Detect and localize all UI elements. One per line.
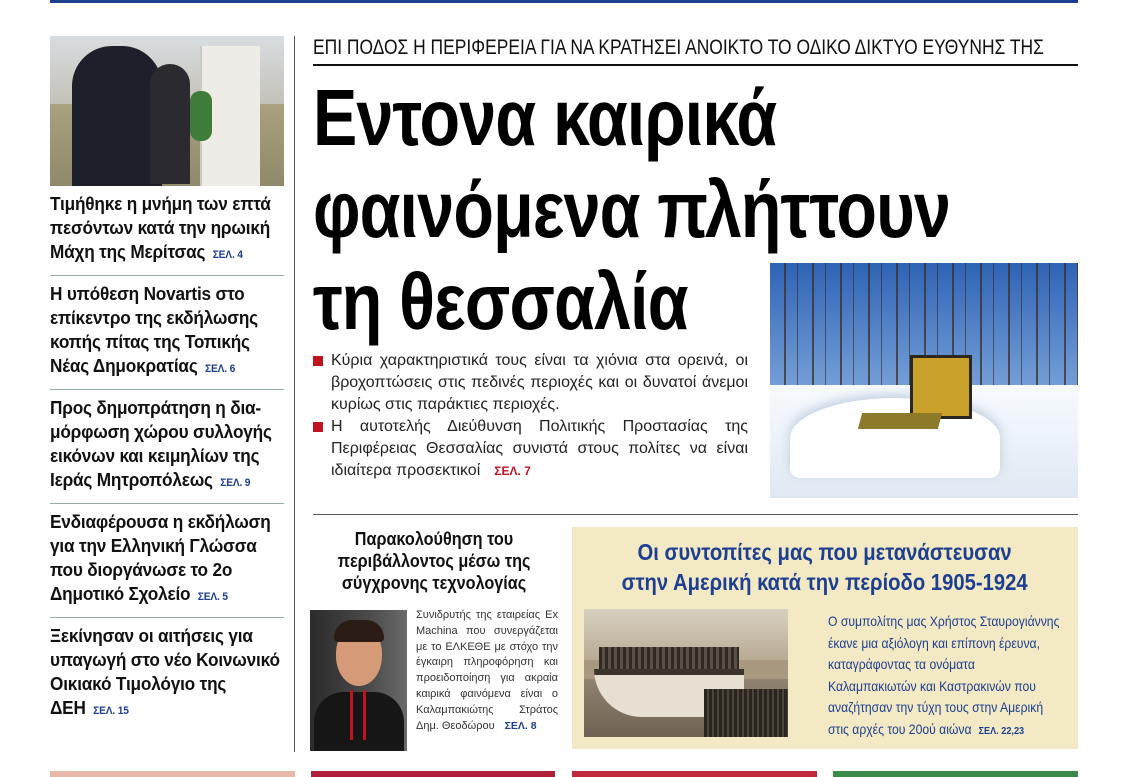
sidebar-story-5[interactable]	[50, 618, 284, 731]
tech-story-text	[416, 608, 558, 734]
sidebar-story-3[interactable]	[50, 390, 284, 504]
bullet-text: Κύρια χαρακτηριστικά τους είναι τα χιόνια στα ορεινά, οι βροχοπτώσεις στις πεδινές περιοχές και οι δυνατοί άνεμοι κυρίως στις παράκτιες περιοχές.	[331, 352, 748, 413]
sidebar-story-title: Προς δημοπράτηση η δια-μόρφωση χώρου συλλογής εικόνων και κειμηλίων της Ιεράς Μητροπόλεως	[50, 397, 272, 490]
emigrants-title-line-1: Οι συντοπίτες μας που μετανάστευσαν	[637, 539, 1013, 565]
page-ref: ΣΕΛ. 9	[220, 477, 251, 489]
page-ref: ΣΕΛ. 6	[205, 363, 236, 375]
page-ref: ΣΕΛ. 7	[494, 464, 531, 478]
sidebar-story-1[interactable]	[50, 186, 284, 276]
bottom-teaser-2	[311, 771, 555, 777]
left-column	[50, 36, 284, 731]
emigrants-feature[interactable]	[572, 527, 1078, 749]
sidebar-story-title: Ξεκίνησαν οι αιτήσεις για υπαγωγή στο νέο Κοινωνικό Οικιακό Τιμολόγιο της ΔΕΗ	[50, 625, 280, 718]
sidebar-story-title: Ενδιαφέρουσα η εκδήλωση για την Ελληνική Γλώσσα που διοργάνωσε το 2ο Δημοτικό Σχολείο	[50, 511, 271, 604]
page-ref: ΣΕΛ. 22,23	[978, 724, 1025, 737]
emigrants-title	[572, 537, 1078, 597]
emigrants-text	[828, 611, 1064, 742]
page-ref: ΣΕΛ. 8	[504, 719, 537, 732]
column-divider	[294, 36, 295, 752]
headline-line-2: φαινόμενα πλήττουν	[313, 165, 951, 254]
lead-bullets	[313, 350, 748, 482]
page-ref: ΣΕΛ. 4	[212, 249, 243, 261]
lead-bullet-1	[313, 350, 748, 416]
memorial-photo	[50, 36, 284, 186]
lead-bullet-2	[313, 416, 748, 482]
emigrants-body: Ο συμπολίτης μας Χρήστος Σταυρογιάννης έκανε μια αξιόλογη και επίπονη έρευνα, καταγράφοντας τα ονόματα Καλαμπακιωτών και Καστρακινών που αναζήτησαν την τύχη τους στην Αμερική στις αρχές του 20ού αιώνα	[828, 613, 1060, 737]
lead-kicker	[313, 36, 1078, 66]
tech-story-title[interactable]	[310, 528, 558, 594]
bottom-teaser-3	[572, 771, 817, 777]
snowplow-photo	[770, 263, 1078, 498]
sidebar-story-4[interactable]	[50, 504, 284, 618]
ship-photo	[584, 609, 788, 737]
bottom-teaser-1	[50, 771, 295, 777]
sidebar-story-title: Η υπόθεση Novartis στο επίκεντρο της εκδήλωσης κοπής πίτας της Τοπικής Νέας Δημοκρατίας	[50, 283, 258, 376]
top-rule	[50, 0, 1078, 3]
sidebar-story-2[interactable]	[50, 276, 284, 390]
tech-title-text: Παρακολούθηση του περιβάλλοντος μέσω της σύγχρονης τεχνολογίας	[337, 529, 531, 593]
headline-line-3: τη θεσσαλία	[313, 257, 688, 346]
headline-line-1: Εντονα καιρικά	[313, 73, 777, 162]
emigrants-title-line-2: στην Αμερική κατά την περίοδο 1905-1924	[622, 569, 1028, 595]
tech-body: Συνιδρυτής της εταιρείας Ex Machina που συνεργάζεται με το ΕΛΚΕΘΕ με στόχο την έγκαιρη πληροφόρηση και προειδοποίηση για ακραία καιρικά φαινόμενα είναι ο Καλαμπακιώτης Στράτος Δημ. Θεοδώρου	[416, 609, 558, 732]
lead-kicker-text: ΕΠΙ ΠΟΔΟΣ Η ΠΕΡΙΦΕΡΕΙΑ ΓΙΑ ΝΑ ΚΡΑΤΗΣΕΙ ΑΝΟΙΚΤΟ ΤΟ ΟΔΙΚΟ ΔΙΚΤΥΟ ΕΥΘΥΝΗΣ ΤΗΣ	[313, 36, 1044, 59]
bullet-text: Η αυτοτελής Διεύθυνση Πολιτικής Προστασίας της Περιφέρειας Θεσσαλίας συνιστά στους πολίτες να είναι ιδιαίτερα προσεκτικοί	[331, 418, 748, 479]
avatar	[310, 610, 407, 751]
sidebar-story-title: Τιμήθηκε η μνήμη των επτά πεσόντων κατά την ηρωική Μάχη της Μερίτσας	[50, 193, 271, 262]
page-ref: ΣΕΛ. 15	[93, 705, 129, 717]
bottom-teaser-4	[833, 771, 1078, 777]
page-ref: ΣΕΛ. 5	[197, 591, 228, 603]
section-divider	[313, 514, 1078, 515]
